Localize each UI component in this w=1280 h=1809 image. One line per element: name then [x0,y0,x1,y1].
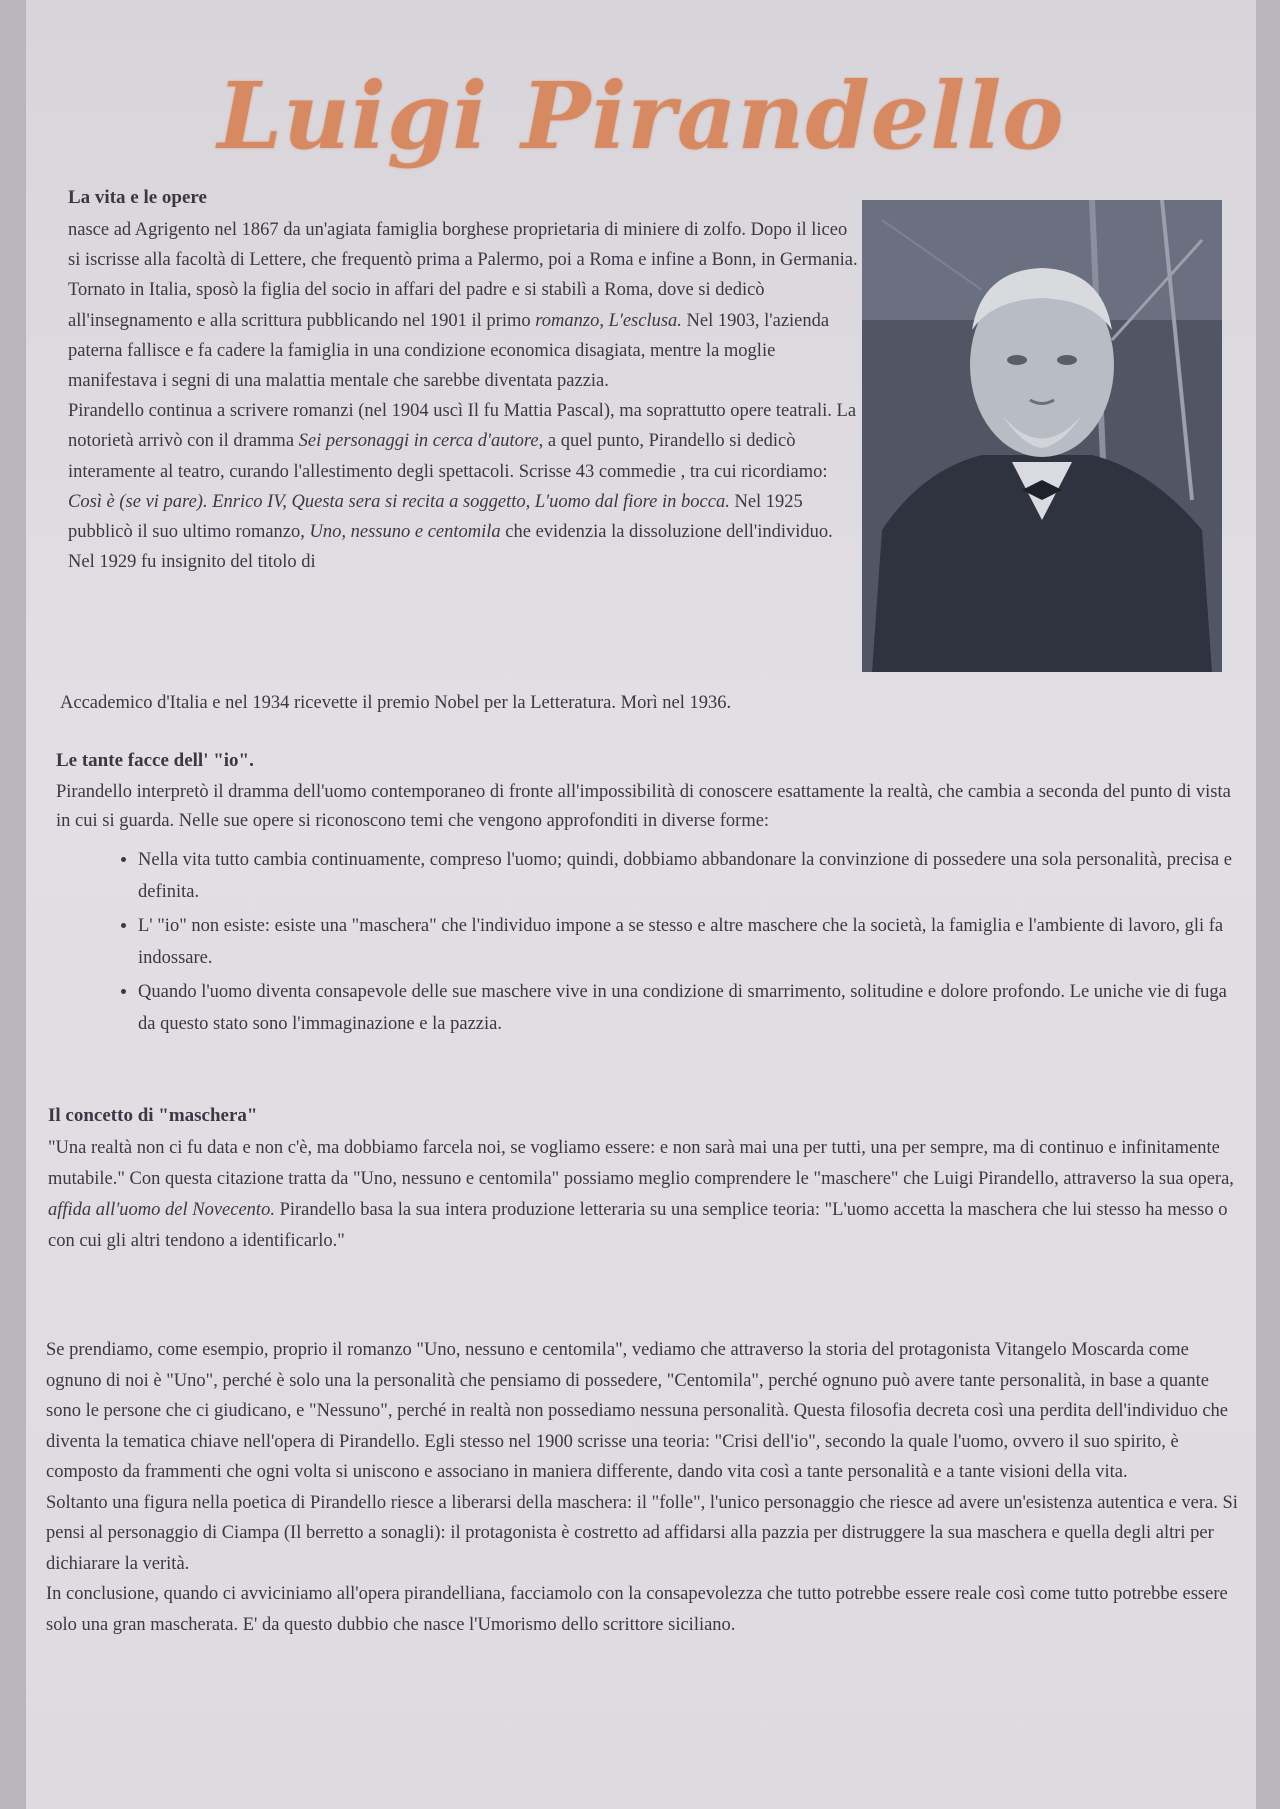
text-run: Nel 1903, l'azienda paterna fallisce e fa cadere la famiglia in una condizione economica disagiata, mentre la moglie manifestava i segni di una malattia mentale che sarebbe diventata pazzia. [68,310,830,392]
page-title: Luigi Pirandello [217,62,1065,170]
section-example-paragraph-3: In conclusione, quando ci avviciniamo all'opera pirandelliana, facciamolo con la consapevolezza che tutto potrebbe essere reale così come tutto potrebbe essere solo una gran mascherata. E' da questo dubbio che nasce l'Umorismo dello scrittore siciliano. [46,1584,1228,1635]
section-io-intro: Pirandello interpretò il dramma dell'uomo contemporaneo di fronte all'impossibilità di conoscere esattamente la realtà, che cambia a seconda del punto di vista in cui si guarda. Nelle sue opere si riconoscono temi che vengono approfonditi in diverse forme: [56,782,1231,831]
portrait-image-icon [862,200,1222,672]
section-io-bullet-list [56,844,1236,1040]
section-mask-heading: Il concetto di "maschera" [48,1105,258,1126]
text-run: Tornato in Italia, sposò la figlia del socio in affari del padre e si stabilì a Roma, dove si dedicò all'insegnamento e alla scrittura pubblicando nel 1901 il primo [68,280,765,331]
text-run-italic: Uno, nessuno e centomila [309,522,501,543]
section-life-tail [60,688,1210,718]
list-item: • Quando l'uomo diventa consapevole delle sue maschere vive in una condizione di smarrimento, solitudine e dolore profondo. Le uniche vie di fuga da questo stato sono l'immaginazione e la pazzia. [138,976,1236,1040]
section-life-paragraph-1: nasce ad Agrigento nel 1867 da un'agiata famiglia borghese proprietaria di miniere di zolfo. Dopo il liceo si iscrisse alla facoltà di Lettere, che frequentò prima a Palermo, poi a Roma e infine a Bonn, in Germania. [68,220,858,271]
portrait-photo [862,200,1222,672]
section-mask-paragraph [48,1133,1248,1257]
section-example-paragraph-2: Soltanto una figura nella poetica di Pirandello riesce a liberarsi della maschera: il "folle", l'unico personaggio che riesce ad avere un'esistenza autentica e vera. Si pensi al personaggio di Ciampa (Il berretto a sonagli): il protagonista è costretto ad affidarsi alla pazzia per distruggere la sua maschera e quella degli altri per dichiarare la verità. [46,1492,1238,1574]
section-mask [48,1105,1248,1257]
text-run-italic: Così è (se vi pare). Enrico IV, Questa sera si recita a soggetto, L'uomo dal fiore in bocca. [68,491,730,512]
section-life-paragraph-tail: Accademico d'Italia e nel 1934 ricevette il premio Nobel per la Letteratura. Morì nel 1936. [60,693,732,713]
section-example [46,1335,1246,1640]
text-run: "Una realtà non ci fu data e non c'è, ma dobbiamo farcela noi, se vogliamo essere: e non sarà mai una per tutti, una per sempre, ma di continuo e infinitamente mutabile." Con questa citazione tratta da "Uno, nessuno e centomila" possiamo meglio comprendere le "maschere" che Luigi Pirandello, attraverso la sua opera, [48,1138,1234,1189]
list-item: • L' "io" non esiste: esiste una "maschera" che l'individuo impone a se stesso e altre maschere che la società, la famiglia e l'ambiente di lavoro, gli fa indossare. [138,910,1236,974]
text-run: Pirandello continua a scrivere romanzi (nel 1904 uscì Il fu Mattia Pascal), ma soprattutto opere teatrali. La notorietà arrivò con il dramma [68,401,857,452]
list-item: • Nella vita tutto cambia continuamente, compreso l'uomo; quindi, dobbiamo abbandonare la convinzione di possedere una sola personalità, precisa e definita. [138,844,1236,908]
section-example-paragraph-1: Se prendiamo, come esempio, proprio il romanzo "Uno, nessuno e centomila", vediamo che attraverso la storia del protagonista Vitangelo Moscarda come ognuno di noi è "Uno", perché è solo una la personalità che pensiamo di possedere, "Centomila", perché ognuno può avere tante personalità, in base a quante sono le persone che ci giudicano, e "Nessuno", perché in realtà non possediamo nessuna personalità. Questa filosofia decreta così una perdita dell'individuo che diventa la tematica chiave nell'opera di Pirandello. Egli stesso nel 1900 scrisse una teoria: "Crisi dell'io", secondo la quale l'uomo, ovvero il suo spirito, è composto da frammenti che ogni volta si uniscono e associano in maniera differente, dando vita così a tante personalità e a tante visioni della vita. [46,1340,1229,1482]
section-io-heading: Le tante facce dell' "io". [56,750,254,771]
text-run: che evidenzia la dissoluzione dell'individuo. Nel 1929 fu insignito del titolo di [68,522,833,573]
document-page [26,0,1256,1809]
section-life-heading: La vita e le opere [68,187,207,208]
text-run-italic: Sei personaggi in cerca d'autore [298,431,539,452]
section-life [68,187,860,577]
text-run: Nel 1925 pubblicò il suo ultimo romanzo, [68,491,803,543]
section-life-paragraph-2 [68,275,860,396]
text-run: Pirandello basa la sua intera produzione letteraria su una semplice teoria: "L'uomo accetta la maschera che lui stesso ha messo o con cui gli altri tendono a identificarlo." [48,1200,1228,1251]
text-run-italic: affida all'uomo del Novecento. [48,1200,275,1220]
text-run: , a quel punto, Pirandello si dedicò interamente al teatro, curando l'allestimento degli spettacoli. Scrisse 43 commedie , tra cui ricordiamo: [68,431,828,482]
section-life-paragraph-3 [68,396,860,577]
text-run-italic: romanzo, L'esclusa. [535,310,682,331]
section-io [56,750,1236,1042]
